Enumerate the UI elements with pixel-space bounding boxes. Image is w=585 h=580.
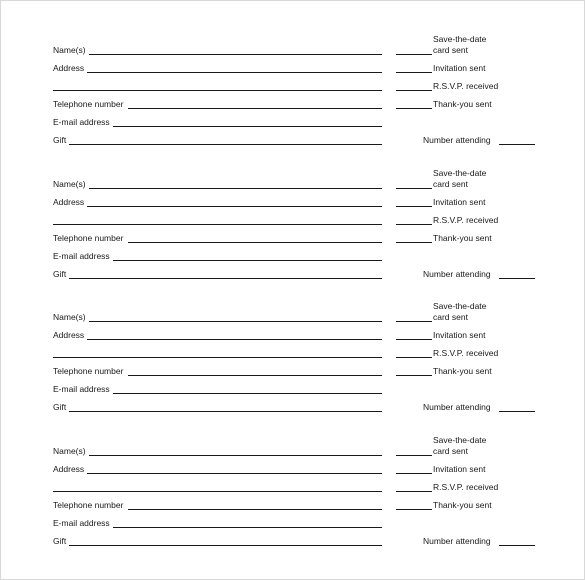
thank-you-check-line[interactable]: [396, 242, 432, 243]
name-line[interactable]: [89, 54, 382, 55]
address-line[interactable]: [87, 339, 382, 340]
number-attending-line[interactable]: [499, 278, 535, 279]
thank-you-label: Thank-you sent: [433, 99, 492, 109]
telephone-label: Telephone number: [53, 500, 124, 510]
gift-line[interactable]: [69, 545, 382, 546]
save-the-date-label-1: Save-the-date: [433, 301, 487, 311]
rsvp-check-line[interactable]: [396, 90, 432, 91]
rsvp-check-line[interactable]: [396, 357, 432, 358]
email-line[interactable]: [113, 260, 382, 261]
number-attending-label: Number attending: [423, 402, 491, 412]
rsvp-label: R.S.V.P. received: [433, 482, 499, 492]
invitation-label: Invitation sent: [433, 330, 486, 340]
address-label: Address: [53, 330, 85, 340]
address-line-2[interactable]: [53, 90, 382, 91]
email-line[interactable]: [113, 527, 382, 528]
name-line[interactable]: [89, 321, 382, 322]
thank-you-label: Thank-you sent: [433, 500, 492, 510]
telephone-label: Telephone number: [53, 99, 124, 109]
rsvp-check-line[interactable]: [396, 491, 432, 492]
gift-label: Gift: [53, 135, 67, 145]
save-the-date-label-2: card sent: [433, 446, 468, 456]
number-attending-line[interactable]: [499, 411, 535, 412]
invitation-label: Invitation sent: [433, 197, 486, 207]
save-the-date-check-line[interactable]: [396, 455, 432, 456]
address-line-2[interactable]: [53, 491, 382, 492]
address-line[interactable]: [87, 72, 382, 73]
gift-label: Gift: [53, 402, 67, 412]
save-the-date-label-2: card sent: [433, 45, 468, 55]
invitation-check-line[interactable]: [396, 72, 432, 73]
number-attending-line[interactable]: [499, 144, 535, 145]
address-line[interactable]: [87, 473, 382, 474]
thank-you-label: Thank-you sent: [433, 233, 492, 243]
save-the-date-check-line[interactable]: [396, 188, 432, 189]
save-the-date-label-1: Save-the-date: [433, 435, 487, 445]
email-line[interactable]: [113, 126, 382, 127]
address-label: Address: [53, 197, 85, 207]
telephone-line[interactable]: [128, 509, 382, 510]
save-the-date-label-2: card sent: [433, 179, 468, 189]
email-label: E-mail address: [53, 117, 110, 127]
telephone-label: Telephone number: [53, 233, 124, 243]
guest-entry-1: [0, 36, 585, 166]
gift-label: Gift: [53, 536, 67, 546]
save-the-date-label-1: Save-the-date: [433, 168, 487, 178]
gift-line[interactable]: [69, 278, 382, 279]
save-the-date-label-1: Save-the-date: [433, 34, 487, 44]
name-label: Name(s): [53, 179, 86, 189]
thank-you-check-line[interactable]: [396, 375, 432, 376]
email-label: E-mail address: [53, 518, 110, 528]
invitation-check-line[interactable]: [396, 206, 432, 207]
telephone-line[interactable]: [128, 108, 382, 109]
guest-entry-4: [0, 437, 585, 567]
email-label: E-mail address: [53, 251, 110, 261]
number-attending-label: Number attending: [423, 135, 491, 145]
name-line[interactable]: [89, 188, 382, 189]
telephone-label: Telephone number: [53, 366, 124, 376]
save-the-date-label-2: card sent: [433, 312, 468, 322]
address-line-2[interactable]: [53, 357, 382, 358]
gift-line[interactable]: [69, 144, 382, 145]
address-line[interactable]: [87, 206, 382, 207]
thank-you-label: Thank-you sent: [433, 366, 492, 376]
number-attending-line[interactable]: [499, 545, 535, 546]
name-label: Name(s): [53, 446, 86, 456]
address-line-2[interactable]: [53, 224, 382, 225]
address-label: Address: [53, 63, 85, 73]
email-line[interactable]: [113, 393, 382, 394]
guest-entry-2: [0, 170, 585, 300]
telephone-line[interactable]: [128, 375, 382, 376]
save-the-date-check-line[interactable]: [396, 54, 432, 55]
invitation-label: Invitation sent: [433, 63, 486, 73]
rsvp-label: R.S.V.P. received: [433, 215, 499, 225]
invitation-check-line[interactable]: [396, 339, 432, 340]
save-the-date-check-line[interactable]: [396, 321, 432, 322]
gift-label: Gift: [53, 269, 67, 279]
guest-entry-3: [0, 303, 585, 433]
telephone-line[interactable]: [128, 242, 382, 243]
thank-you-check-line[interactable]: [396, 108, 432, 109]
invitation-label: Invitation sent: [433, 464, 486, 474]
name-label: Name(s): [53, 312, 86, 322]
address-label: Address: [53, 464, 85, 474]
thank-you-check-line[interactable]: [396, 509, 432, 510]
name-label: Name(s): [53, 45, 86, 55]
gift-line[interactable]: [69, 411, 382, 412]
name-line[interactable]: [89, 455, 382, 456]
invitation-check-line[interactable]: [396, 473, 432, 474]
rsvp-label: R.S.V.P. received: [433, 81, 499, 91]
email-label: E-mail address: [53, 384, 110, 394]
number-attending-label: Number attending: [423, 536, 491, 546]
rsvp-check-line[interactable]: [396, 224, 432, 225]
rsvp-label: R.S.V.P. received: [433, 348, 499, 358]
number-attending-label: Number attending: [423, 269, 491, 279]
